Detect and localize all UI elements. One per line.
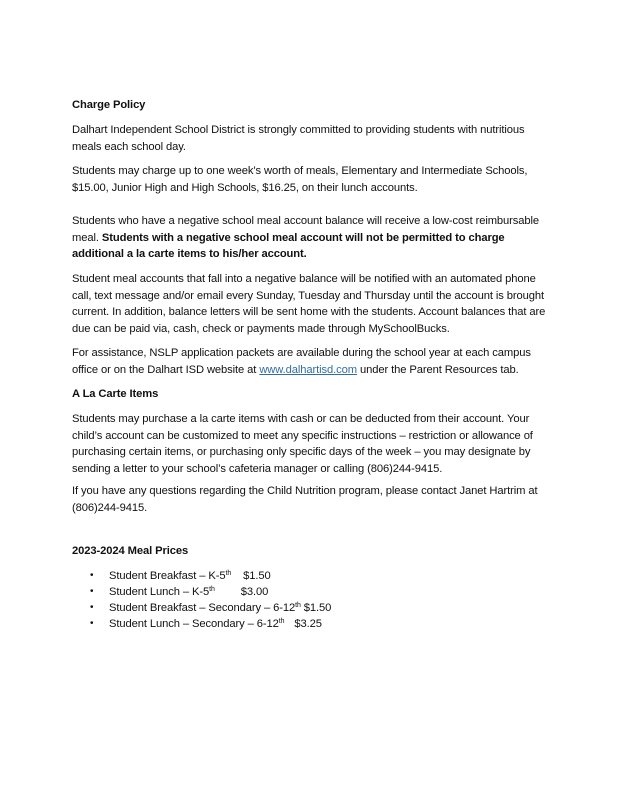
negative-balance-bold-notice: Students with a negative school meal account will not be permitted to charge additional a la carte items to his/her account. — [72, 231, 505, 260]
negative-balance-paragraph — [72, 213, 552, 263]
list-item — [72, 616, 552, 632]
a-la-carte-heading: A La Carte Items — [72, 388, 159, 400]
assistance-text-after: under the Parent Resources tab. — [357, 363, 519, 376]
meal-prices-list-container — [72, 568, 552, 632]
meal-prices-heading: 2023-2024 Meal Prices — [72, 545, 189, 557]
price-item-label: Student Breakfast – Secondary – 6-12 — [109, 602, 296, 614]
charge-limit-paragraph: Students may charge up to one week’s worth of meals, Elementary and Intermediate Schools, $15.00, Junior High and High Schools, $16.25, on their lunch accounts. — [72, 165, 528, 194]
bullet-icon: • — [90, 570, 94, 581]
list-item — [72, 584, 552, 600]
list-item — [72, 568, 552, 584]
charge-policy-heading: Charge Policy — [72, 99, 146, 111]
list-item — [72, 600, 552, 616]
negative-balance-text: Students who have a negative school meal account balance will receive a low-cost reimbursable meal. — [72, 215, 540, 244]
price-item-value: $1.50 — [243, 570, 271, 582]
price-item-ordinal: th — [225, 570, 232, 577]
price-item-label: Student Breakfast – K-5 — [109, 570, 226, 582]
price-item-ordinal: th — [295, 602, 301, 609]
charge-policy-intro-paragraph: Dalhart Independent School District is strongly committed to providing students with nutritious meals each school day. — [72, 124, 525, 153]
notification-paragraph: Student meal accounts that fall into a negative balance will be notified with an automated phone call, text message and/or email every Sunday, Tuesday and Thursday until the account is brought current. In addition, balance letters will be sent home with the students. Account balances that are due can be paid via, cash, check or payments made through MySchoolBucks. — [72, 273, 546, 335]
a-la-carte-paragraph: Students may purchase a la carte items with cash or can be deducted from their account. Your child’s account can be customized to meet any specific instructions – restriction or allowance of purchasing certain items, or purchasing only specific days of the week – you may designate by sending a letter to your school’s cafeteria manager or calling (806)244-9415. — [72, 413, 533, 475]
price-item-ordinal: th — [209, 586, 215, 593]
price-item-label: Student Lunch – Secondary – 6-12 — [109, 618, 279, 630]
price-item-value: $3.25 — [294, 618, 322, 630]
bullet-icon: • — [90, 586, 94, 597]
assistance-text-before: For assistance, NSLP application packets are available during the school year at each campus office or on the Dalhart ISD website at — [72, 347, 531, 376]
price-item-value: $1.50 — [303, 602, 332, 614]
assistance-paragraph — [72, 345, 552, 378]
contact-paragraph: If you have any questions regarding the Child Nutrition program, please contact Janet Hartrim at (806)244-9415. — [72, 485, 538, 514]
price-item-value: $3.00 — [240, 586, 269, 598]
bullet-icon: • — [90, 602, 94, 613]
price-item-label: Student Lunch – K-5 — [109, 586, 210, 598]
bullet-icon: • — [90, 618, 94, 629]
district-website-link[interactable]: www.dalhartisd.com — [259, 363, 358, 376]
price-item-ordinal: th — [278, 618, 285, 625]
meal-prices-list — [72, 568, 552, 632]
